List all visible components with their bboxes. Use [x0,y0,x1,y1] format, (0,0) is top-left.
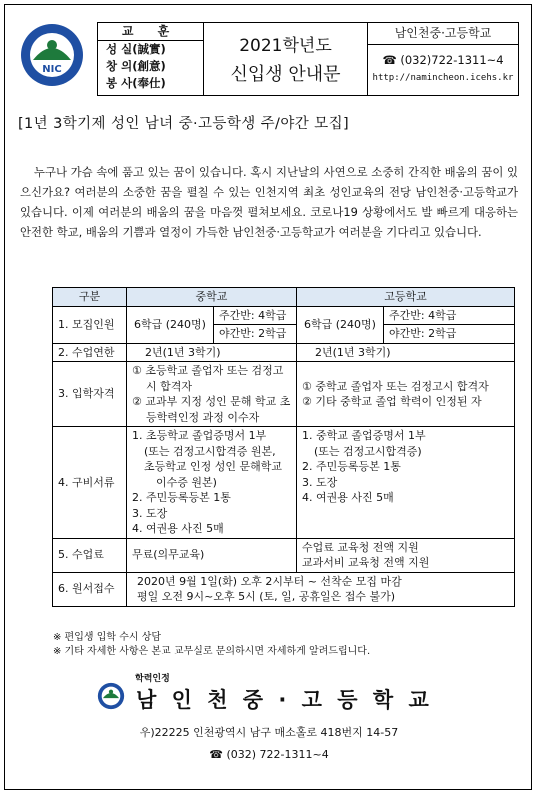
motto-line: 성 실(誠實) [106,42,166,56]
high-day-class: 주간반: 4학급 [384,306,515,325]
document-item: 4. 여권용 사진 5매 [132,522,224,535]
document-item: 1. 중학교 졸업증명서 1부 [302,429,426,442]
motto-line: 봉 사(奉仕) [106,76,166,90]
middle-total: 6학급 (240명) [127,306,214,343]
header-high-school: 고등학교 [297,288,515,307]
row-label: 3. 입학자격 [53,362,127,427]
motto-line: 창 의(創意) [106,59,166,73]
application-period [127,572,515,606]
row-label: 5. 수업료 [53,538,127,572]
document-item: 이수증 원본) [156,475,217,489]
table-row [53,538,515,572]
row-label: 6. 원서접수 [53,572,127,606]
logo-text: NIC [42,64,62,75]
table-row [53,343,515,362]
school-url[interactable]: http://namincheon.icehs.kr [372,73,514,83]
table-row [53,306,515,325]
headline: [1년 3학기제 성인 남녀 중·고등학생 주/야간 모집] [18,116,350,132]
row-label: 4. 구비서류 [53,427,127,539]
table-row [53,572,515,606]
row-label: 2. 수업연한 [53,343,127,362]
high-tuition [297,538,515,572]
high-duration: 2년(1년 3학기) [297,343,515,362]
document-item: 1. 초등학교 졸업증명서 1부 [132,429,267,442]
high-night-class: 야간반: 2학급 [384,325,515,344]
application-line: 평일 오전 9시~오후 5시 (토, 일, 공휴일은 접수 불가) [137,590,396,603]
high-total: 6학급 (240명) [297,306,384,343]
tuition-item: 수업료 교육청 전액 지원 [302,540,419,554]
high-documents [297,427,515,539]
document-item: 2. 주민등록등본 1통 [132,491,231,504]
header-middle-school: 중학교 [127,288,297,307]
middle-day-class: 주간반: 4학급 [214,306,297,325]
school-address: 우)22225 인천광역시 남구 매소홀로 418번지 14-57 [139,726,399,739]
document-item: 2. 주민등록등본 1통 [302,460,401,473]
middle-qualification [127,362,297,427]
document-item: 초등학교 인정 성인 문해학교 [144,460,283,473]
middle-night-class: 야간반: 2학급 [214,325,297,344]
document-title: 신입생 안내문 [230,64,341,85]
document-item: (또는 검정고시합격증) [314,444,422,458]
table-header-row [53,288,515,307]
document-item: 3. 도장 [302,475,338,489]
school-name: 남인천중·고등학교 [368,23,518,45]
title-box [204,22,368,96]
middle-tuition: 무료(의무교육) [127,538,297,572]
qualification-item: ② 기타 중학교 졸업 학력이 인정된 자 [302,395,482,408]
header-category: 구분 [53,288,127,307]
header [19,22,519,96]
table-row [53,427,515,539]
footer-school-name: 남 인 천 중 · 고 등 학 교 [136,688,433,712]
motto-box [97,22,204,96]
qualification-item: ② 교과부 지정 성인 문해 학교 초등학력인정 과정 이수자 [132,395,291,424]
document-item: 3. 도장 [132,506,168,520]
row-label: 1. 모집인원 [53,306,127,343]
school-logo-icon [19,22,85,88]
admission-table [52,287,515,607]
middle-duration: 2년(1년 3학기) [127,343,297,362]
middle-documents [127,427,297,539]
school-info-box [368,22,519,96]
school-phone: ☎ (032)722-1311~4 [382,53,504,67]
academic-year: 2021학년도 [239,36,332,56]
document-item: (또는 검정고시합격증 원본, [144,444,276,458]
footer-logo-icon [97,682,125,710]
footer-phone: ☎ (032) 722-1311~4 [209,748,329,761]
intro-paragraph: 누구나 가슴 속에 품고 있는 꿈이 있습니다. 혹시 지난날의 사연으로 소중히 간직한 배움의 꿈이 있으신가요? 여러분의 소중한 꿈을 펼칠 수 있는 인천지역 최초 성인교육의 전당 남인천중·고등학교가 있습니다. 이제 여러분의 배움의 꿈을 마음껏 펼쳐보세요. 코로나19 상황에서도 발 빠르게 대응하는 안전한 학교, 배움의 기쁨과 열정이 가득한 남인천중·고등학교가 여러분을 기다리고 있습니다. [20,165,518,239]
accreditation-label: 학력인정 [135,674,170,684]
qualification-item: ① 중학교 졸업자 또는 검정고시 합격자 [302,379,489,393]
application-line: 2020년 9월 1일(화) 오후 2시부터 ~ 선착순 모집 마감 [137,574,402,588]
note-item: ※ 기타 자세한 사항은 본교 교무실로 문의하시면 자세하게 알려드립니다. [53,646,371,657]
tuition-item: 교과서비 교육청 전액 지원 [302,556,430,569]
document-item: 4. 여권용 사진 5매 [302,491,394,504]
high-qualification [297,362,515,427]
note-item: ※ 편입생 입학 수시 상담 [53,632,162,643]
table-row [53,362,515,427]
qualification-item: ① 초등학교 졸업자 또는 검정고시 합격자 [132,364,284,393]
notes [53,631,370,659]
motto-title: 교 훈 [98,23,203,41]
